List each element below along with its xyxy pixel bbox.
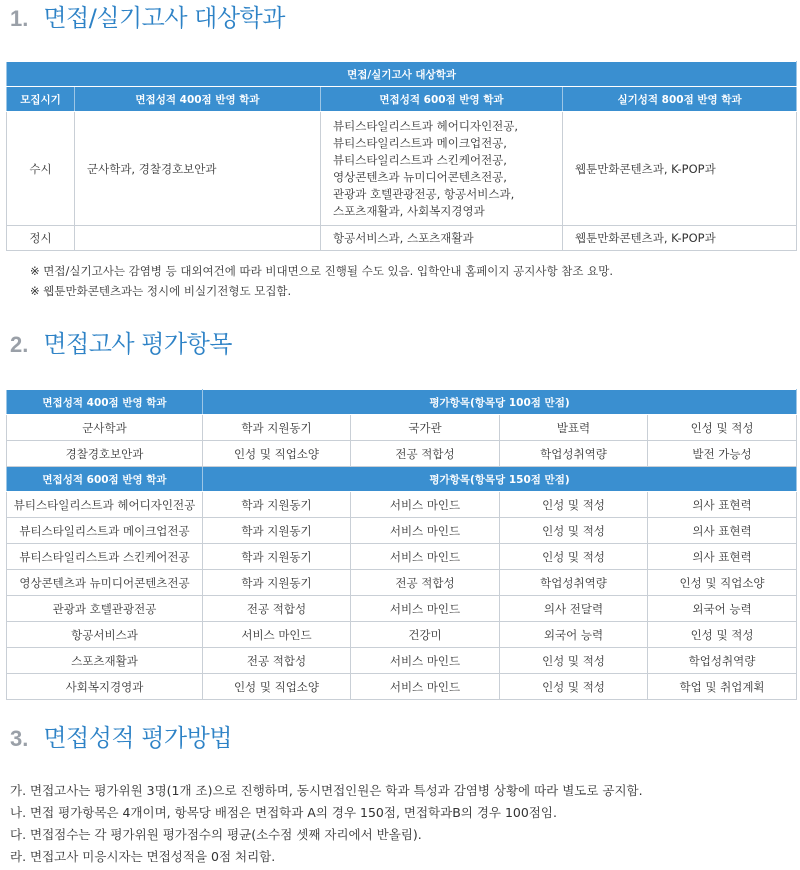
method-item: 다. 면접점수는 각 평가위원 평가점수의 평균(소수점 셋째 자리에서 반올림). (10, 827, 422, 842)
item-cell: 전공 적합성 (351, 441, 500, 467)
row-dept800: 웹툰만화콘텐츠과, K-POP과 (563, 226, 797, 251)
item-cell: 전공 적합성 (351, 570, 500, 596)
row-dept400 (75, 226, 321, 251)
col-header-period: 모집시기 (7, 87, 75, 112)
dept-cell: 군사학과 (7, 415, 203, 441)
section2-number: 2. (8, 332, 31, 358)
item-cell: 서비스 마인드 (351, 544, 500, 570)
dept600-line: 뷰티스타일리스트과 스킨케어전공, (333, 152, 507, 167)
item-cell: 인성 및 적성 (648, 415, 797, 441)
item-cell: 학과 지원동기 (203, 570, 351, 596)
row-dept600: 항공서비스과, 스포츠재활과 (321, 226, 563, 251)
dept600-line: 뷰티스타일리스트과 메이크업전공, (333, 135, 507, 150)
item-cell: 학과 지원동기 (203, 415, 351, 441)
section2-heading (8, 330, 232, 358)
note-2: ※ 웹툰만화콘텐츠과는 정시에 비실기전형도 모집함. (30, 284, 292, 298)
item-cell: 외국어 능력 (648, 596, 797, 622)
table-caption: 면접/실기고사 대상학과 (7, 62, 797, 87)
method-item: 라. 면접고사 미응시자는 면접성적을 0점 처리함. (10, 849, 276, 864)
item-cell: 서비스 마인드 (351, 518, 500, 544)
evaluation-items-table (6, 389, 797, 700)
table-row (7, 112, 797, 226)
section1-title: 면접/실기고사 대상학과 (43, 4, 285, 32)
row-period: 수시 (7, 112, 75, 226)
dept-cell: 영상콘텐츠과 뉴미디어콘텐츠전공 (7, 570, 203, 596)
table-row (7, 518, 797, 544)
section2-title: 면접고사 평가항목 (43, 330, 232, 358)
method-item: 가. 면접고사는 평가위원 3명(1개 조)으로 진행하며, 동시면접인원은 학과 특성과 감염병 상황에 따라 별도로 공지함. (10, 783, 643, 798)
dept600-line: 관광과 호텔관광전공, 항공서비스과, (333, 186, 515, 201)
item-cell: 발전 가능성 (648, 441, 797, 467)
dept-cell: 경찰경호보안과 (7, 441, 203, 467)
table-row (7, 492, 797, 518)
item-cell: 국가관 (351, 415, 500, 441)
item-cell: 인성 및 적성 (648, 622, 797, 648)
dept600-line: 뷰티스타일리스트과 헤어디자인전공, (333, 118, 519, 133)
row-period: 정시 (7, 226, 75, 251)
item-cell: 서비스 마인드 (351, 492, 500, 518)
item-cell: 인성 및 직업소양 (203, 441, 351, 467)
item-cell: 의사 표현력 (648, 518, 797, 544)
table-row (7, 648, 797, 674)
item-cell: 의사 전달력 (500, 596, 648, 622)
item-cell: 학업성취역량 (500, 441, 648, 467)
item-cell: 학업 및 취업계획 (648, 674, 797, 700)
item-cell: 학업성취역량 (500, 570, 648, 596)
note-1: ※ 면접/실기고사는 감염병 등 대외여건에 따라 비대면으로 진행될 수도 있음. 입학안내 홈페이지 공지사항 참조 요망. (30, 264, 614, 278)
row-dept800: 웹툰만화콘텐츠과, K-POP과 (563, 112, 797, 226)
header-items-150: 평가항목(항목당 150점 만점) (203, 467, 797, 492)
section3-number: 3. (8, 726, 31, 752)
item-cell: 전공 적합성 (203, 596, 351, 622)
item-cell: 인성 및 적성 (500, 518, 648, 544)
col-header-400: 면접성적 400점 반영 학과 (75, 87, 321, 112)
item-cell: 건강미 (351, 622, 500, 648)
item-cell: 인성 및 직업소양 (648, 570, 797, 596)
item-cell: 인성 및 적성 (500, 492, 648, 518)
section1-heading (8, 4, 285, 32)
target-departments-table (6, 61, 797, 251)
item-cell: 학과 지원동기 (203, 492, 351, 518)
header-dept-600: 면접성적 600점 반영 학과 (7, 467, 203, 492)
item-cell: 인성 및 적성 (500, 648, 648, 674)
dept-cell: 뷰티스타일리스트과 헤어디자인전공 (7, 492, 203, 518)
item-cell: 의사 표현력 (648, 492, 797, 518)
item-cell: 인성 및 적성 (500, 544, 648, 570)
dept600-line: 스포츠재활과, 사회복지경영과 (333, 203, 485, 218)
item-cell: 학과 지원동기 (203, 544, 351, 570)
header-dept-400: 면접성적 400점 반영 학과 (7, 390, 203, 415)
dept-cell: 관광과 호텔관광전공 (7, 596, 203, 622)
table-row (7, 544, 797, 570)
item-cell: 서비스 마인드 (351, 596, 500, 622)
dept-cell: 뷰티스타일리스트과 스킨케어전공 (7, 544, 203, 570)
item-cell: 서비스 마인드 (351, 674, 500, 700)
section1-number: 1. (8, 6, 31, 32)
col-header-800: 실기성적 800점 반영 학과 (563, 87, 797, 112)
table-row (7, 596, 797, 622)
item-cell: 학과 지원동기 (203, 518, 351, 544)
item-cell: 인성 및 직업소양 (203, 674, 351, 700)
row-dept400: 군사학과, 경찰경호보안과 (75, 112, 321, 226)
item-cell: 인성 및 적성 (500, 674, 648, 700)
item-cell: 의사 표현력 (648, 544, 797, 570)
item-cell: 학업성취역량 (648, 648, 797, 674)
table-row (7, 226, 797, 251)
section3-title: 면접성적 평가방법 (43, 724, 232, 752)
item-cell: 전공 적합성 (203, 648, 351, 674)
col-header-600: 면접성적 600점 반영 학과 (321, 87, 563, 112)
dept600-line: 영상콘텐츠과 뉴미디어콘텐츠전공, (333, 169, 507, 184)
table-row (7, 441, 797, 467)
item-cell: 외국어 능력 (500, 622, 648, 648)
table-row (7, 415, 797, 441)
table-row (7, 674, 797, 700)
dept-cell: 스포츠재활과 (7, 648, 203, 674)
dept-cell: 사회복지경영과 (7, 674, 203, 700)
method-item: 나. 면접 평가항목은 4개이며, 항목당 배점은 면접학과 A의 경우 150점, 면접학과B의 경우 100점임. (10, 805, 557, 820)
item-cell: 서비스 마인드 (203, 622, 351, 648)
dept-cell: 뷰티스타일리스트과 메이크업전공 (7, 518, 203, 544)
section3-heading (8, 724, 232, 752)
table-row (7, 622, 797, 648)
table-row (7, 570, 797, 596)
header-items-100: 평가항목(항목당 100점 만점) (203, 390, 797, 415)
dept-cell: 항공서비스과 (7, 622, 203, 648)
item-cell: 서비스 마인드 (351, 648, 500, 674)
row-dept600 (321, 112, 563, 226)
item-cell: 발표력 (500, 415, 648, 441)
